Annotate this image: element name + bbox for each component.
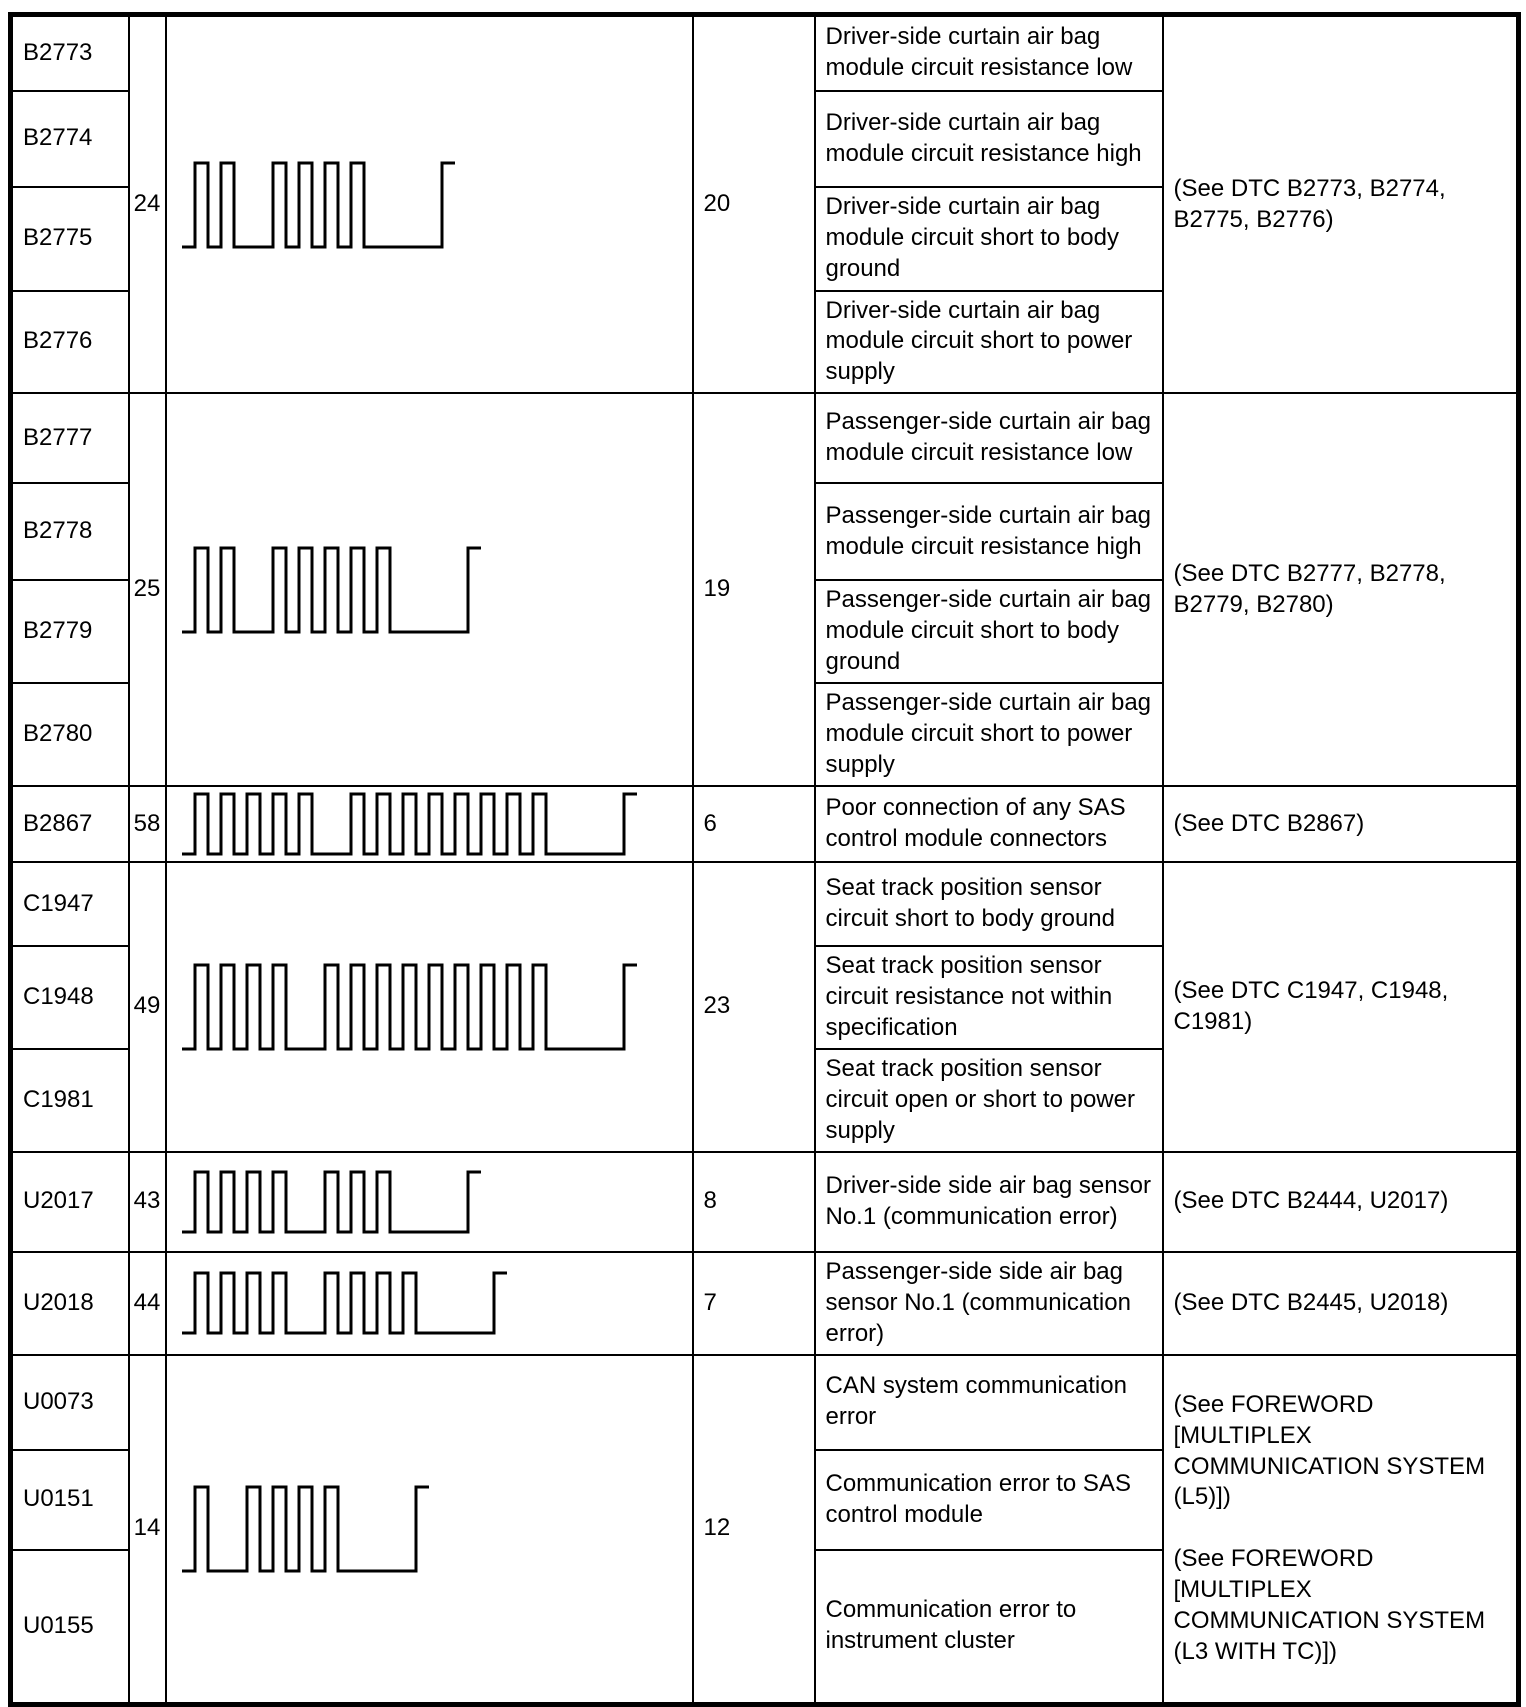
description-cell: Communication error to instrument cluster xyxy=(815,1550,1163,1705)
description-cell: Poor connection of any SAS control module connectors xyxy=(815,786,1163,862)
description-cell: Passenger-side curtain air bag module circuit short to body ground xyxy=(815,580,1163,683)
dtc-code-cell: B2780 xyxy=(11,683,129,786)
flash-pattern-waveform xyxy=(179,791,640,857)
dtc-code-cell: U0155 xyxy=(11,1550,129,1705)
flash-code-cell: 49 xyxy=(129,862,166,1152)
flash-code-cell: 43 xyxy=(129,1152,166,1252)
table-row xyxy=(11,862,1519,946)
flash-pattern-waveform xyxy=(179,545,484,635)
reference-cell xyxy=(1163,1152,1519,1252)
reference-text: (See DTC B2444, U2017) xyxy=(1173,1187,1449,1215)
flash-pattern-cell xyxy=(166,393,693,786)
description-cell: Driver-side curtain air bag module circuit short to power supply xyxy=(815,291,1163,394)
count-cell: 7 xyxy=(693,1252,815,1355)
reference-cell xyxy=(1163,786,1519,862)
reference-text: (See DTC B2777, B2778, B2779, B2780) xyxy=(1173,559,1446,618)
flash-pattern-cell xyxy=(166,862,693,1152)
description-cell: Driver-side side air bag sensor No.1 (communication error) xyxy=(815,1152,1163,1252)
count-cell: 23 xyxy=(693,862,815,1152)
count-cell: 12 xyxy=(693,1355,815,1705)
flash-pattern-waveform xyxy=(179,962,640,1052)
description-cell: Seat track position sensor circuit open or short to power supply xyxy=(815,1049,1163,1152)
description-cell: CAN system communication error xyxy=(815,1355,1163,1450)
dtc-code-cell: B2777 xyxy=(11,393,129,483)
flash-pattern-cell xyxy=(166,1252,693,1355)
dtc-code-cell: U0073 xyxy=(11,1355,129,1450)
description-cell: Seat track position sensor circuit resistance not within specification xyxy=(815,946,1163,1049)
flash-code-cell: 25 xyxy=(129,393,166,786)
flash-pattern-cell xyxy=(166,1152,693,1252)
flash-pattern-cell xyxy=(166,15,693,394)
description-cell: Driver-side curtain air bag module circuit resistance low xyxy=(815,15,1163,91)
description-cell: Driver-side curtain air bag module circuit short to body ground xyxy=(815,187,1163,291)
reference-text: (See DTC C1947, C1948, C1981) xyxy=(1173,976,1449,1035)
dtc-code-cell: U2017 xyxy=(11,1152,129,1252)
count-cell: 8 xyxy=(693,1152,815,1252)
flash-pattern-waveform xyxy=(179,1169,484,1235)
dtc-code-cell: C1947 xyxy=(11,862,129,946)
flash-pattern-waveform xyxy=(179,1270,510,1336)
table-row xyxy=(11,1152,1519,1252)
flash-pattern-cell xyxy=(166,1355,693,1705)
dtc-code-cell: B2867 xyxy=(11,786,129,862)
reference-text: (See DTC B2445, U2018) xyxy=(1173,1288,1449,1316)
dtc-code-cell: B2778 xyxy=(11,483,129,580)
description-cell: Passenger-side curtain air bag module circuit resistance high xyxy=(815,483,1163,580)
reference-text: (See FOREWORD [MULTIPLEX COMMUNICATION SYSTEM (L5)]) xyxy=(1173,1390,1486,1511)
description-cell: Passenger-side side air bag sensor No.1 (communication error) xyxy=(815,1252,1163,1355)
reference-cell xyxy=(1163,15,1519,394)
reference-text: (See FOREWORD [MULTIPLEX COMMUNICATION SYSTEM (L3 WITH TC)]) xyxy=(1173,1545,1486,1666)
reference-text: (See DTC B2867) xyxy=(1173,809,1365,837)
table-row xyxy=(11,786,1519,862)
reference-cell xyxy=(1163,862,1519,1152)
dtc-code-cell: B2779 xyxy=(11,580,129,683)
dtc-code-cell: B2776 xyxy=(11,291,129,394)
description-cell: Passenger-side curtain air bag module circuit resistance low xyxy=(815,393,1163,483)
count-cell: 19 xyxy=(693,393,815,786)
dtc-code-cell: U2018 xyxy=(11,1252,129,1355)
reference-cell xyxy=(1163,1355,1519,1705)
dtc-code-cell: U0151 xyxy=(11,1450,129,1550)
description-cell: Seat track position sensor circuit short to body ground xyxy=(815,862,1163,946)
dtc-code-cell: B2775 xyxy=(11,187,129,291)
description-cell: Driver-side curtain air bag module circuit resistance high xyxy=(815,91,1163,187)
table-row xyxy=(11,1252,1519,1355)
flash-pattern-cell xyxy=(166,786,693,862)
count-cell: 6 xyxy=(693,786,815,862)
reference-cell xyxy=(1163,1252,1519,1355)
flash-code-cell: 14 xyxy=(129,1355,166,1705)
flash-pattern-waveform xyxy=(179,1484,432,1574)
flash-code-cell: 58 xyxy=(129,786,166,862)
dtc-code-cell: C1948 xyxy=(11,946,129,1049)
table-row xyxy=(11,393,1519,483)
description-cell: Passenger-side curtain air bag module circuit short to power supply xyxy=(815,683,1163,786)
flash-code-cell: 44 xyxy=(129,1252,166,1355)
flash-pattern-waveform xyxy=(179,160,458,250)
dtc-code-cell: B2774 xyxy=(11,91,129,187)
description-cell: Communication error to SAS control module xyxy=(815,1450,1163,1550)
table-body xyxy=(11,15,1519,1705)
reference-text: (See DTC B2773, B2774, B2775, B2776) xyxy=(1173,174,1446,233)
dtc-flash-code-table xyxy=(8,12,1521,1707)
dtc-code-cell: B2773 xyxy=(11,15,129,91)
table-row xyxy=(11,1355,1519,1450)
table-row xyxy=(11,15,1519,91)
reference-cell xyxy=(1163,393,1519,786)
count-cell: 20 xyxy=(693,15,815,394)
dtc-code-cell: C1981 xyxy=(11,1049,129,1152)
flash-code-cell: 24 xyxy=(129,15,166,394)
